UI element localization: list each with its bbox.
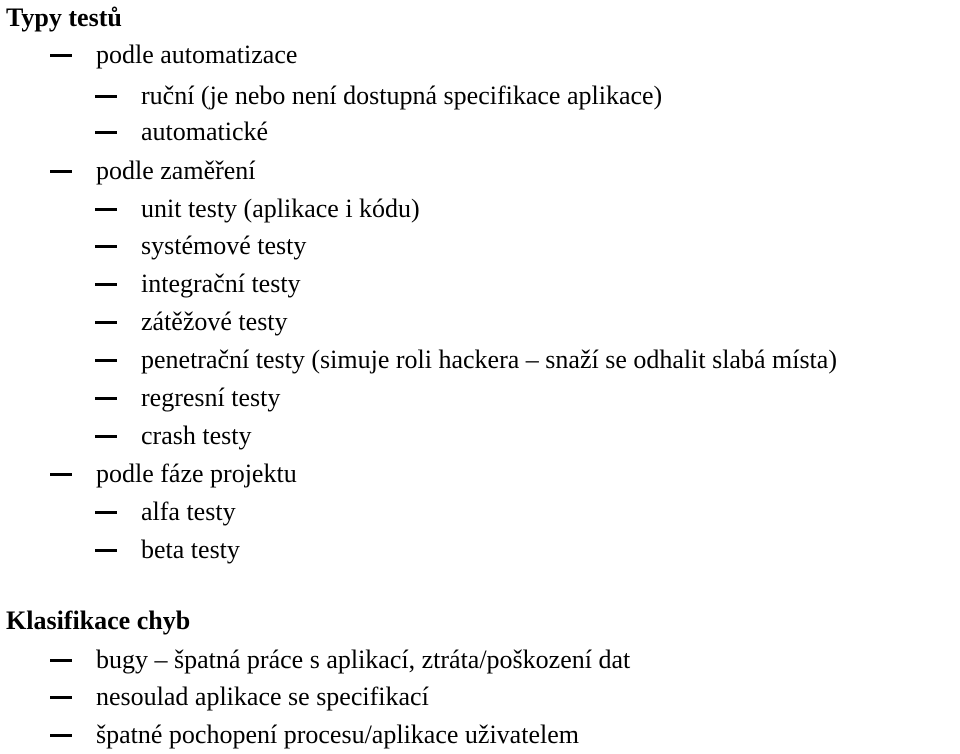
list-subitem-label: beta testy [141, 535, 240, 564]
list-item-label: podle fáze projektu [96, 459, 297, 488]
dash-bullet-icon [95, 397, 117, 400]
section-title-test-types: Typy testů [6, 3, 122, 32]
dash-bullet-icon [95, 131, 117, 134]
list-item-label: podle automatizace [96, 40, 298, 69]
dash-bullet-icon [50, 473, 72, 476]
list-subitem-label: unit testy (aplikace i kódu) [141, 194, 420, 223]
dash-bullet-icon [50, 659, 72, 662]
dash-bullet-icon [50, 734, 72, 737]
dash-bullet-icon [50, 54, 72, 57]
list-item-label: bugy – špatná práce s aplikací, ztráta/poškození dat [96, 645, 631, 674]
dash-bullet-icon [95, 549, 117, 552]
list-item-label: podle zaměření [96, 156, 256, 185]
section-title-bug-classification: Klasifikace chyb [6, 606, 191, 635]
list-subitem-label: crash testy [141, 421, 252, 450]
dash-bullet-icon [95, 245, 117, 248]
list-subitem-label: systémové testy [141, 231, 307, 260]
list-subitem-label: zátěžové testy [141, 307, 288, 336]
list-item-label: nesoulad aplikace se specifikací [96, 682, 429, 711]
dash-bullet-icon [95, 321, 117, 324]
dash-bullet-icon [95, 359, 117, 362]
list-subitem-label: automatické [141, 117, 269, 146]
dash-bullet-icon [95, 283, 117, 286]
list-subitem-label: ruční (je nebo není dostupná specifikace aplikace) [141, 81, 663, 110]
list-item-label: špatné pochopení procesu/aplikace uživatelem [96, 720, 579, 749]
dash-bullet-icon [95, 208, 117, 211]
dash-bullet-icon [50, 170, 72, 173]
list-subitem-label: alfa testy [141, 497, 236, 526]
dash-bullet-icon [95, 95, 117, 98]
dash-bullet-icon [50, 696, 72, 699]
dash-bullet-icon [95, 511, 117, 514]
list-subitem-label: regresní testy [141, 383, 281, 412]
dash-bullet-icon [95, 435, 117, 438]
list-subitem-label: integrační testy [141, 269, 301, 298]
list-subitem-label: penetrační testy (simuje roli hackera – snaží se odhalit slabá místa) [141, 345, 837, 374]
